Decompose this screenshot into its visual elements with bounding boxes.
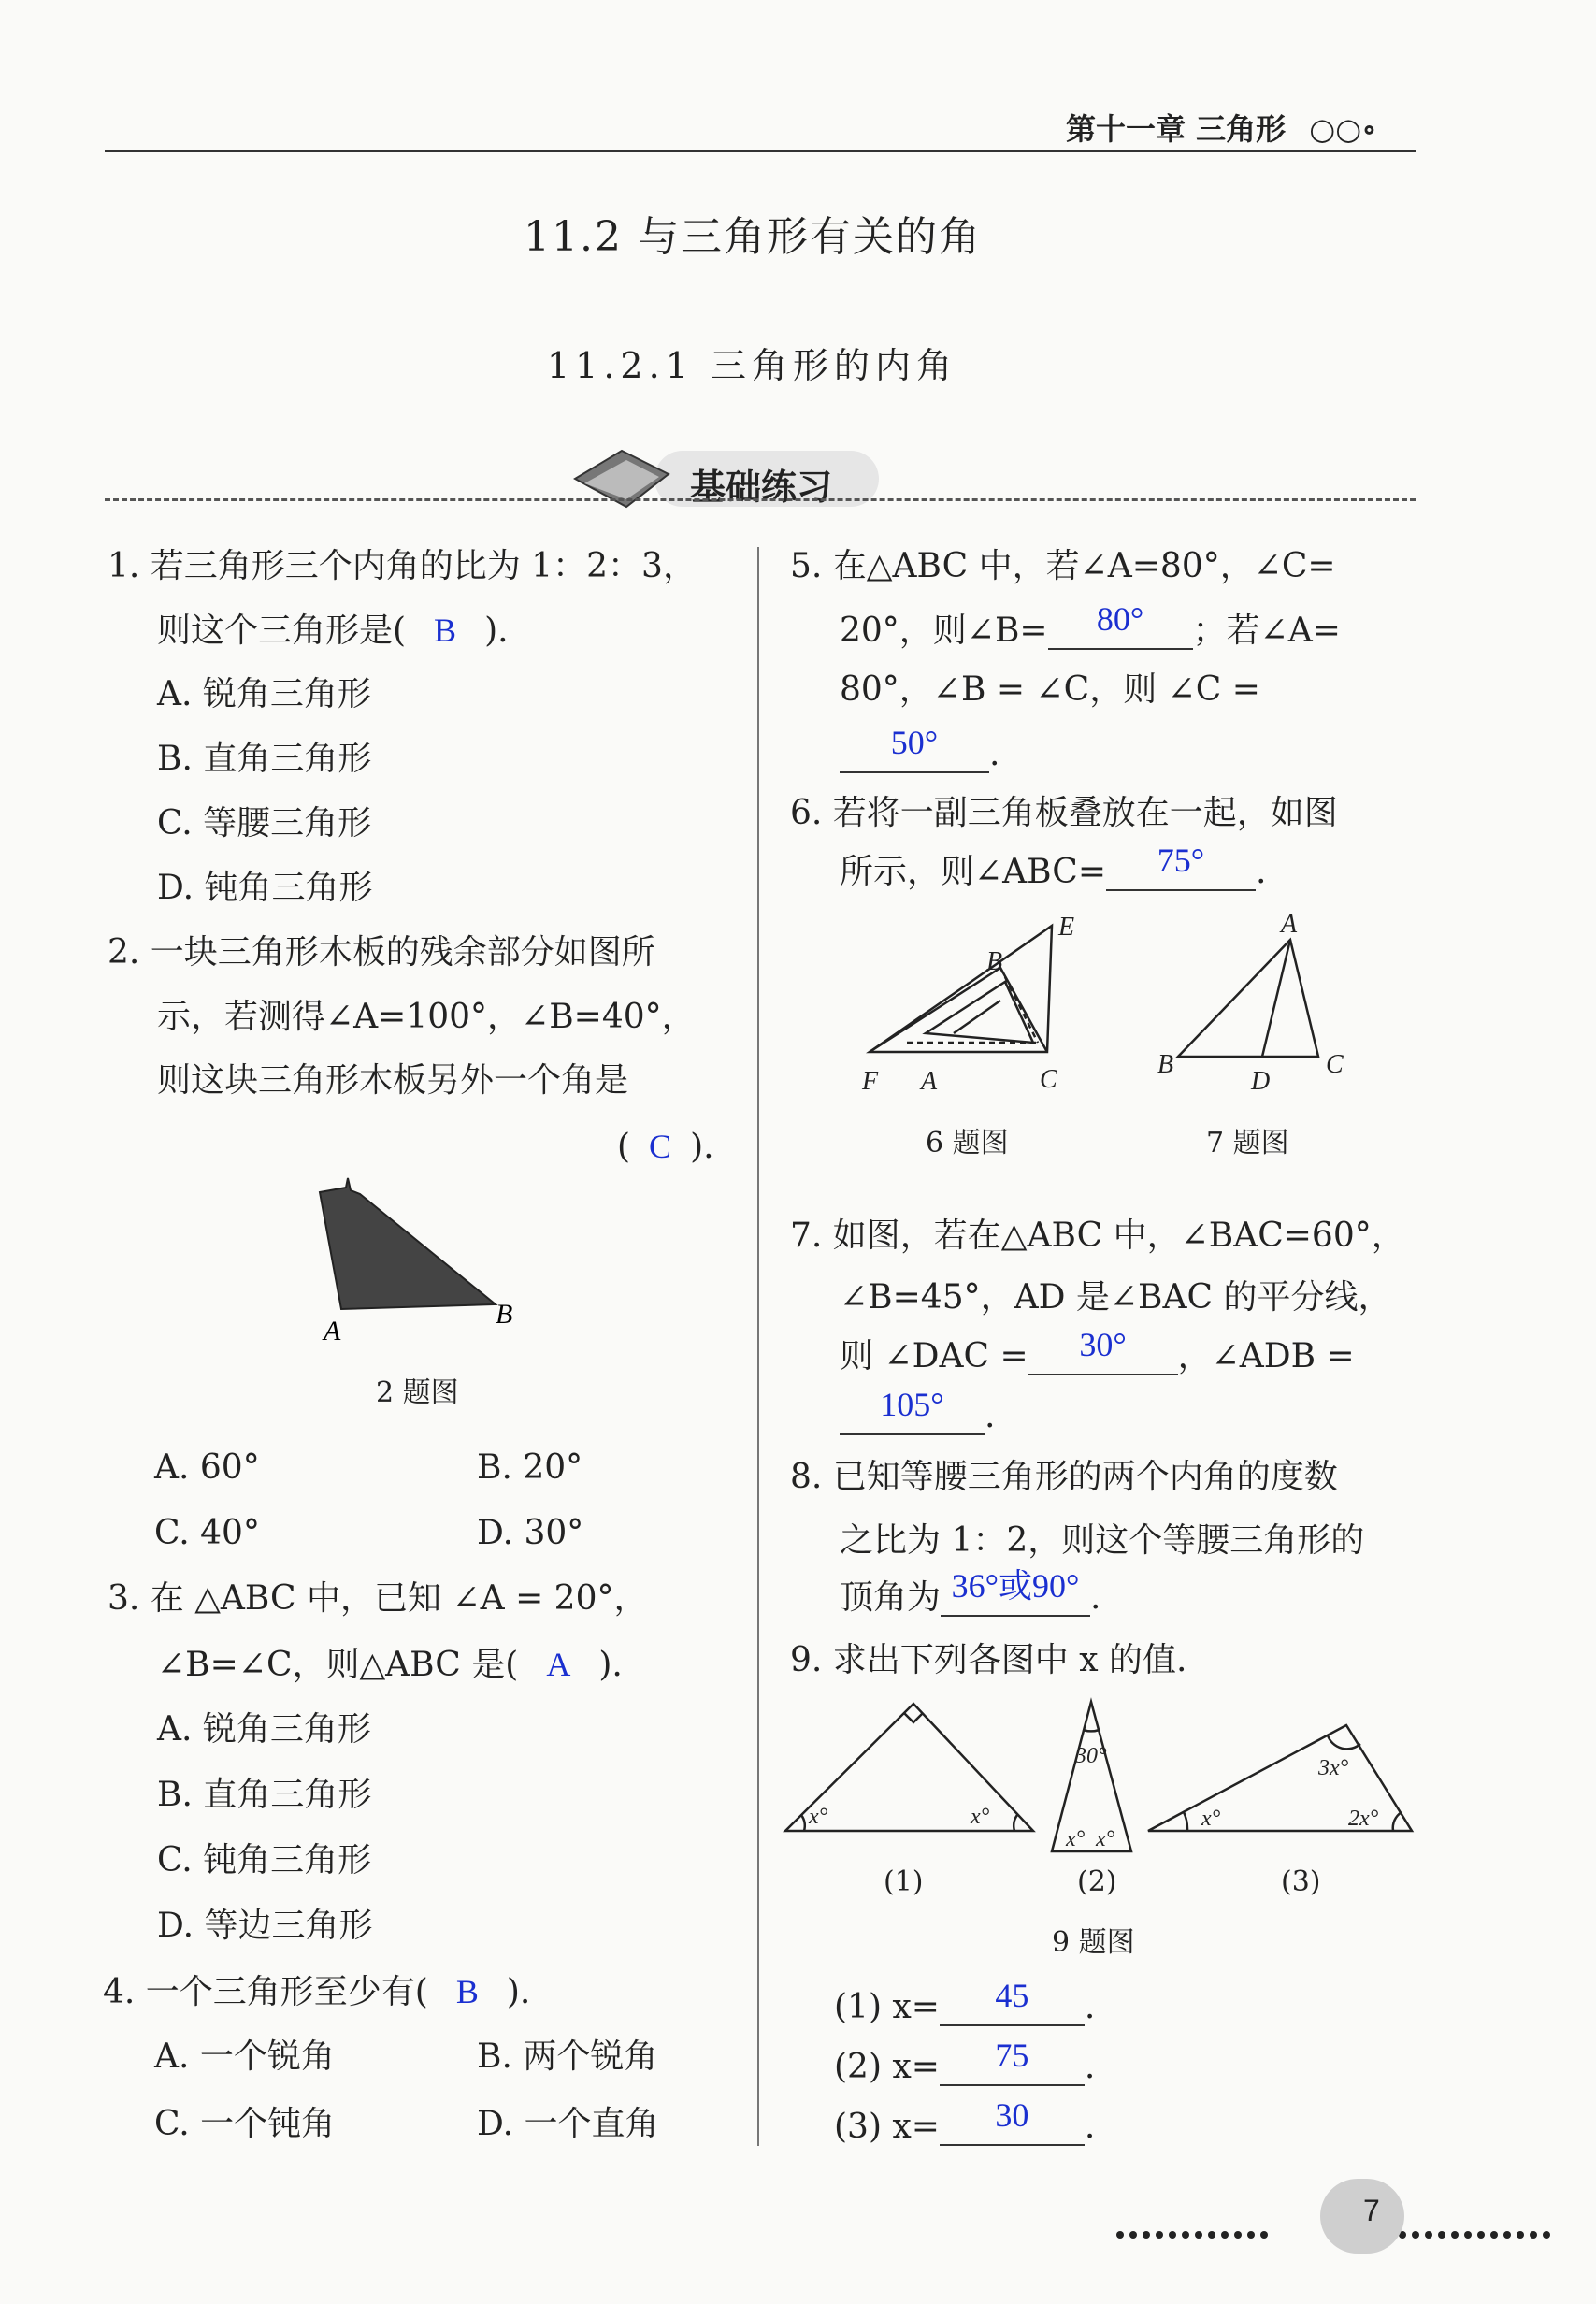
q6-figure [851, 912, 1094, 1099]
q3-option-a: A. 锐角三角形 [157, 1710, 371, 1749]
q3-option-d: D. 等边三角形 [157, 1907, 373, 1945]
q7-figure [1150, 912, 1365, 1099]
q9-sub-caption-3: (3) [1281, 1865, 1321, 1898]
section-title: 11.2 与三角形有关的角 [524, 213, 982, 261]
q7-line3: 则 ∠DAC = 30° ，∠ADB = [840, 1326, 1355, 1375]
q5-line2: 20°，则∠B= 80° ；若∠A= [840, 600, 1341, 650]
q5-answer-1: 80° [1096, 600, 1144, 638]
q4-stem: 4. 一个三角形至少有( [103, 1973, 428, 2011]
q3-line1: 3. 在 △ABC 中，已知 ∠A = 20°， [108, 1579, 648, 1618]
q9-sub-caption-2: (2) [1077, 1865, 1117, 1898]
q8-line3: 顶角为 36°或90° . [840, 1567, 1101, 1617]
q4-line: 4. 一个三角形至少有( B ). [103, 1973, 531, 2011]
fig2-label-left: x° [1066, 1827, 1086, 1851]
label-a: A [1281, 912, 1298, 939]
fig3-label-right: 2x° [1348, 1807, 1379, 1831]
q2-fig-caption: 2 题图 [376, 1376, 459, 1409]
q2-option-c: C. 40° [154, 1514, 260, 1552]
q3-option-b: B. 直角三角形 [157, 1776, 372, 1814]
q4-option-c: C. 一个钝角 [154, 2105, 336, 2143]
q1-stem: 则这个三角形是( [157, 612, 407, 650]
q8-line2: 之比为 1：2，则这个等腰三角形的 [840, 1521, 1365, 1560]
label-a: A [324, 1316, 341, 1346]
column-divider [757, 547, 759, 2146]
q9-sub-caption-1: (1) [884, 1865, 924, 1898]
q9-answer-1: 45 [995, 1977, 1029, 2014]
q2-answer: C [649, 1128, 672, 1165]
q7-answer-2: 105° [880, 1386, 944, 1423]
label-c: C [1040, 1065, 1057, 1094]
q8-line1: 8. 已知等腰三角形的两个内角的度数 [790, 1458, 1338, 1496]
q6-line2: 所示，则∠ABC= 75° . [840, 842, 1267, 891]
chapter-title: 第十一章 三角形 [1066, 111, 1287, 147]
q5-line3: 80°，∠B = ∠C，则 ∠C = [840, 670, 1260, 709]
fig1-label-left: x° [809, 1805, 828, 1829]
q2-answer-line: ( C ). [617, 1128, 714, 1166]
q4-option-d: D. 一个直角 [477, 2105, 659, 2143]
q3-line2: ∠B=∠C，则△ABC 是( A ). [157, 1646, 623, 1684]
q7-line4: 105° . [840, 1399, 995, 1435]
q7-line2: ∠B=45°，AD 是∠BAC 的平分线， [840, 1278, 1392, 1317]
q4-option-b: B. 两个锐角 [477, 2038, 658, 2076]
dashed-divider [105, 498, 1416, 501]
q1-option-a: A. 锐角三角形 [157, 675, 371, 713]
board-remnant [320, 1178, 496, 1309]
exercise-label: 基础练习 [690, 467, 833, 508]
q5-line4: 50° . [840, 737, 999, 773]
q1-end: ). [484, 612, 509, 650]
q3-answer: A [546, 1646, 571, 1683]
q7-line1: 7. 如图，若在△ABC 中，∠BAC=60°， [790, 1217, 1405, 1255]
book-icon [570, 441, 673, 516]
q4-option-a: A. 一个锐角 [154, 2038, 335, 2076]
q2-line1: 2. 一块三角形木板的残余部分如图所 [108, 933, 655, 972]
q6-fig-caption: 6 题图 [926, 1127, 1009, 1159]
q7-answer-1: 30° [1079, 1326, 1127, 1363]
label-b: B [986, 947, 1003, 976]
fig2-label-top: 30° [1075, 1744, 1107, 1768]
q6-answer: 75° [1157, 842, 1205, 879]
q1-option-b: B. 直角三角形 [157, 740, 372, 778]
q9-line1: 9. 求出下列各图中 x 的值. [790, 1641, 1187, 1679]
subsection-title: 11.2.1 三角形的内角 [547, 345, 957, 386]
fig3-label-left: x° [1201, 1807, 1221, 1831]
fig3-label-top: 3x° [1318, 1756, 1349, 1780]
page-number: 7 [1363, 2194, 1380, 2227]
fig2-triangle [1052, 1702, 1131, 1851]
q1-option-d: D. 钝角三角形 [157, 869, 373, 907]
q9-answer-3: 30 [995, 2096, 1029, 2134]
q9-fig-caption: 9 题图 [1052, 1926, 1135, 1959]
label-b: B [496, 1299, 513, 1330]
q1-option-c: C. 等腰三角形 [157, 804, 372, 842]
fig1-label-right: x° [971, 1805, 990, 1829]
q3-stem: ∠B=∠C，则△ABC 是( [157, 1646, 519, 1684]
q3-option-c: C. 钝角三角形 [157, 1841, 372, 1879]
label-e: E [1058, 913, 1075, 942]
q2-line2: 示，若测得∠A=100°，∠B=40°， [157, 998, 696, 1036]
q5-line1: 5. 在△ABC 中，若∠A=80°，∠C= [790, 547, 1336, 585]
q1-answer: B [434, 612, 457, 649]
q9-answer-1-line: (1) x= 45 . [834, 1977, 1096, 2026]
label-b: B [1157, 1050, 1174, 1079]
q2-option-d: D. 30° [477, 1514, 584, 1552]
label-f: F [862, 1067, 879, 1096]
q7-fig-caption: 7 题图 [1206, 1127, 1289, 1159]
q6-line1: 6. 若将一副三角板叠放在一起，如图 [790, 794, 1338, 832]
label-a: A [921, 1067, 938, 1096]
header-rule [105, 150, 1416, 152]
q9-answer-3-line: (3) x= 30 . [834, 2096, 1096, 2146]
q2-option-a: A. 60° [154, 1448, 260, 1487]
fig2-label-right: x° [1096, 1827, 1115, 1851]
label-d: D [1251, 1067, 1271, 1096]
header-ornament: ○○∘ [1309, 111, 1377, 147]
q9-figures [776, 1692, 1421, 1870]
q1-line1: 1. 若三角形三个内角的比为 1：2：3， [108, 547, 697, 585]
q4-answer: B [455, 1973, 479, 2010]
q2-figure [309, 1174, 552, 1351]
q2-line3: 则这块三角形木板另外一个角是 [157, 1061, 629, 1100]
q1-line2 [157, 613, 509, 648]
q9-answer-2-line: (2) x= 75 . [834, 2037, 1096, 2086]
chapter-header [1066, 111, 1377, 147]
q5-answer-2: 50° [890, 724, 939, 761]
q2-option-b: B. 20° [477, 1448, 583, 1487]
label-c: C [1326, 1050, 1344, 1079]
q9-answer-2: 75 [995, 2037, 1029, 2074]
page-number-badge [1320, 2179, 1404, 2254]
q8-answer: 36°或90° [951, 1567, 1080, 1605]
